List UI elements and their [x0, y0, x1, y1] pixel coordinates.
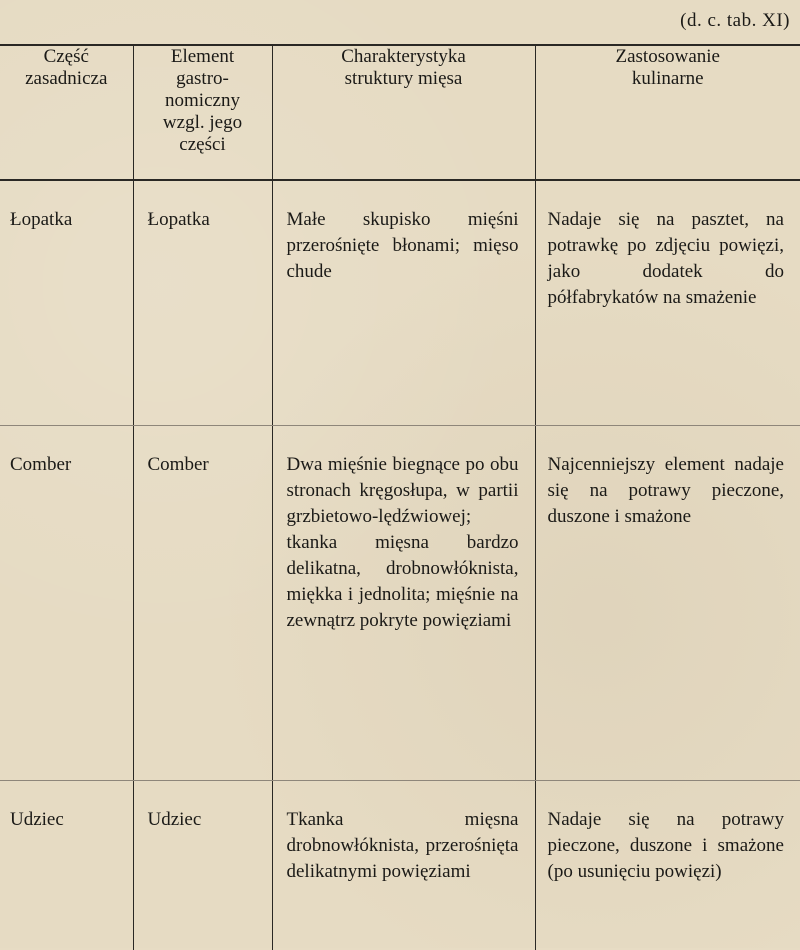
cell-text: Comber [134, 426, 272, 478]
cell-part [0, 780, 133, 950]
table-row [0, 780, 800, 950]
header-meat-structure: Charakterystyka struktury mięsa [272, 45, 535, 180]
cell-text: Nadaje się na pasztet, na potrawkę po zdjęciu powięzi, jako dodatek do półfabrykatów na smażenie [536, 181, 800, 311]
cell-text: Łopatka [0, 181, 133, 233]
cell-element [133, 180, 272, 425]
table-header [0, 45, 800, 180]
cell-part [0, 425, 133, 780]
header-gastronomic-element: Element gastro-nomiczny wzgl. jego części [133, 45, 272, 180]
table-body [0, 180, 800, 950]
cell-usage [535, 780, 800, 950]
cell-text: Udziec [0, 781, 133, 833]
cell-text: Małe skupisko mięśni przerośnięte błonami; mięso chude [273, 181, 535, 285]
header-culinary-use: Zastosowanie kulinarne [535, 45, 800, 180]
cell-element [133, 425, 272, 780]
cell-text: Tkanka mięsna drobnowłóknista, przerośnięta delikatnymi powięziami [273, 781, 535, 885]
cell-structure [272, 425, 535, 780]
cell-text: Udziec [134, 781, 272, 833]
cell-part [0, 180, 133, 425]
cell-usage [535, 180, 800, 425]
header-row [0, 45, 800, 180]
cell-usage [535, 425, 800, 780]
header-main-part: Część zasadnicza [0, 45, 133, 180]
cell-text: Nadaje się na potrawy pieczone, duszone i smażone (po usunięciu powięzi) [536, 781, 800, 885]
cell-element [133, 780, 272, 950]
meat-structure-table [0, 44, 800, 950]
cell-structure [272, 180, 535, 425]
table-row [0, 180, 800, 425]
table-row [0, 425, 800, 780]
cell-text: Dwa mięśnie biegnące po obu stronach kręgosłupa, w partii grzbietowo-lędźwiowej; tkanka mięsna bardzo delikatna, drobnowłóknista, miękka i jednolita; mięśnie na zewnątrz pokryte powięziami [273, 426, 535, 634]
cell-text: Łopatka [134, 181, 272, 233]
cell-text: Comber [0, 426, 133, 478]
table-continuation-label: (d. c. tab. XI) [680, 10, 790, 32]
cell-structure [272, 780, 535, 950]
cell-text: Najcenniejszy element nadaje się na potrawy pieczone, duszone i smażone [536, 426, 800, 530]
